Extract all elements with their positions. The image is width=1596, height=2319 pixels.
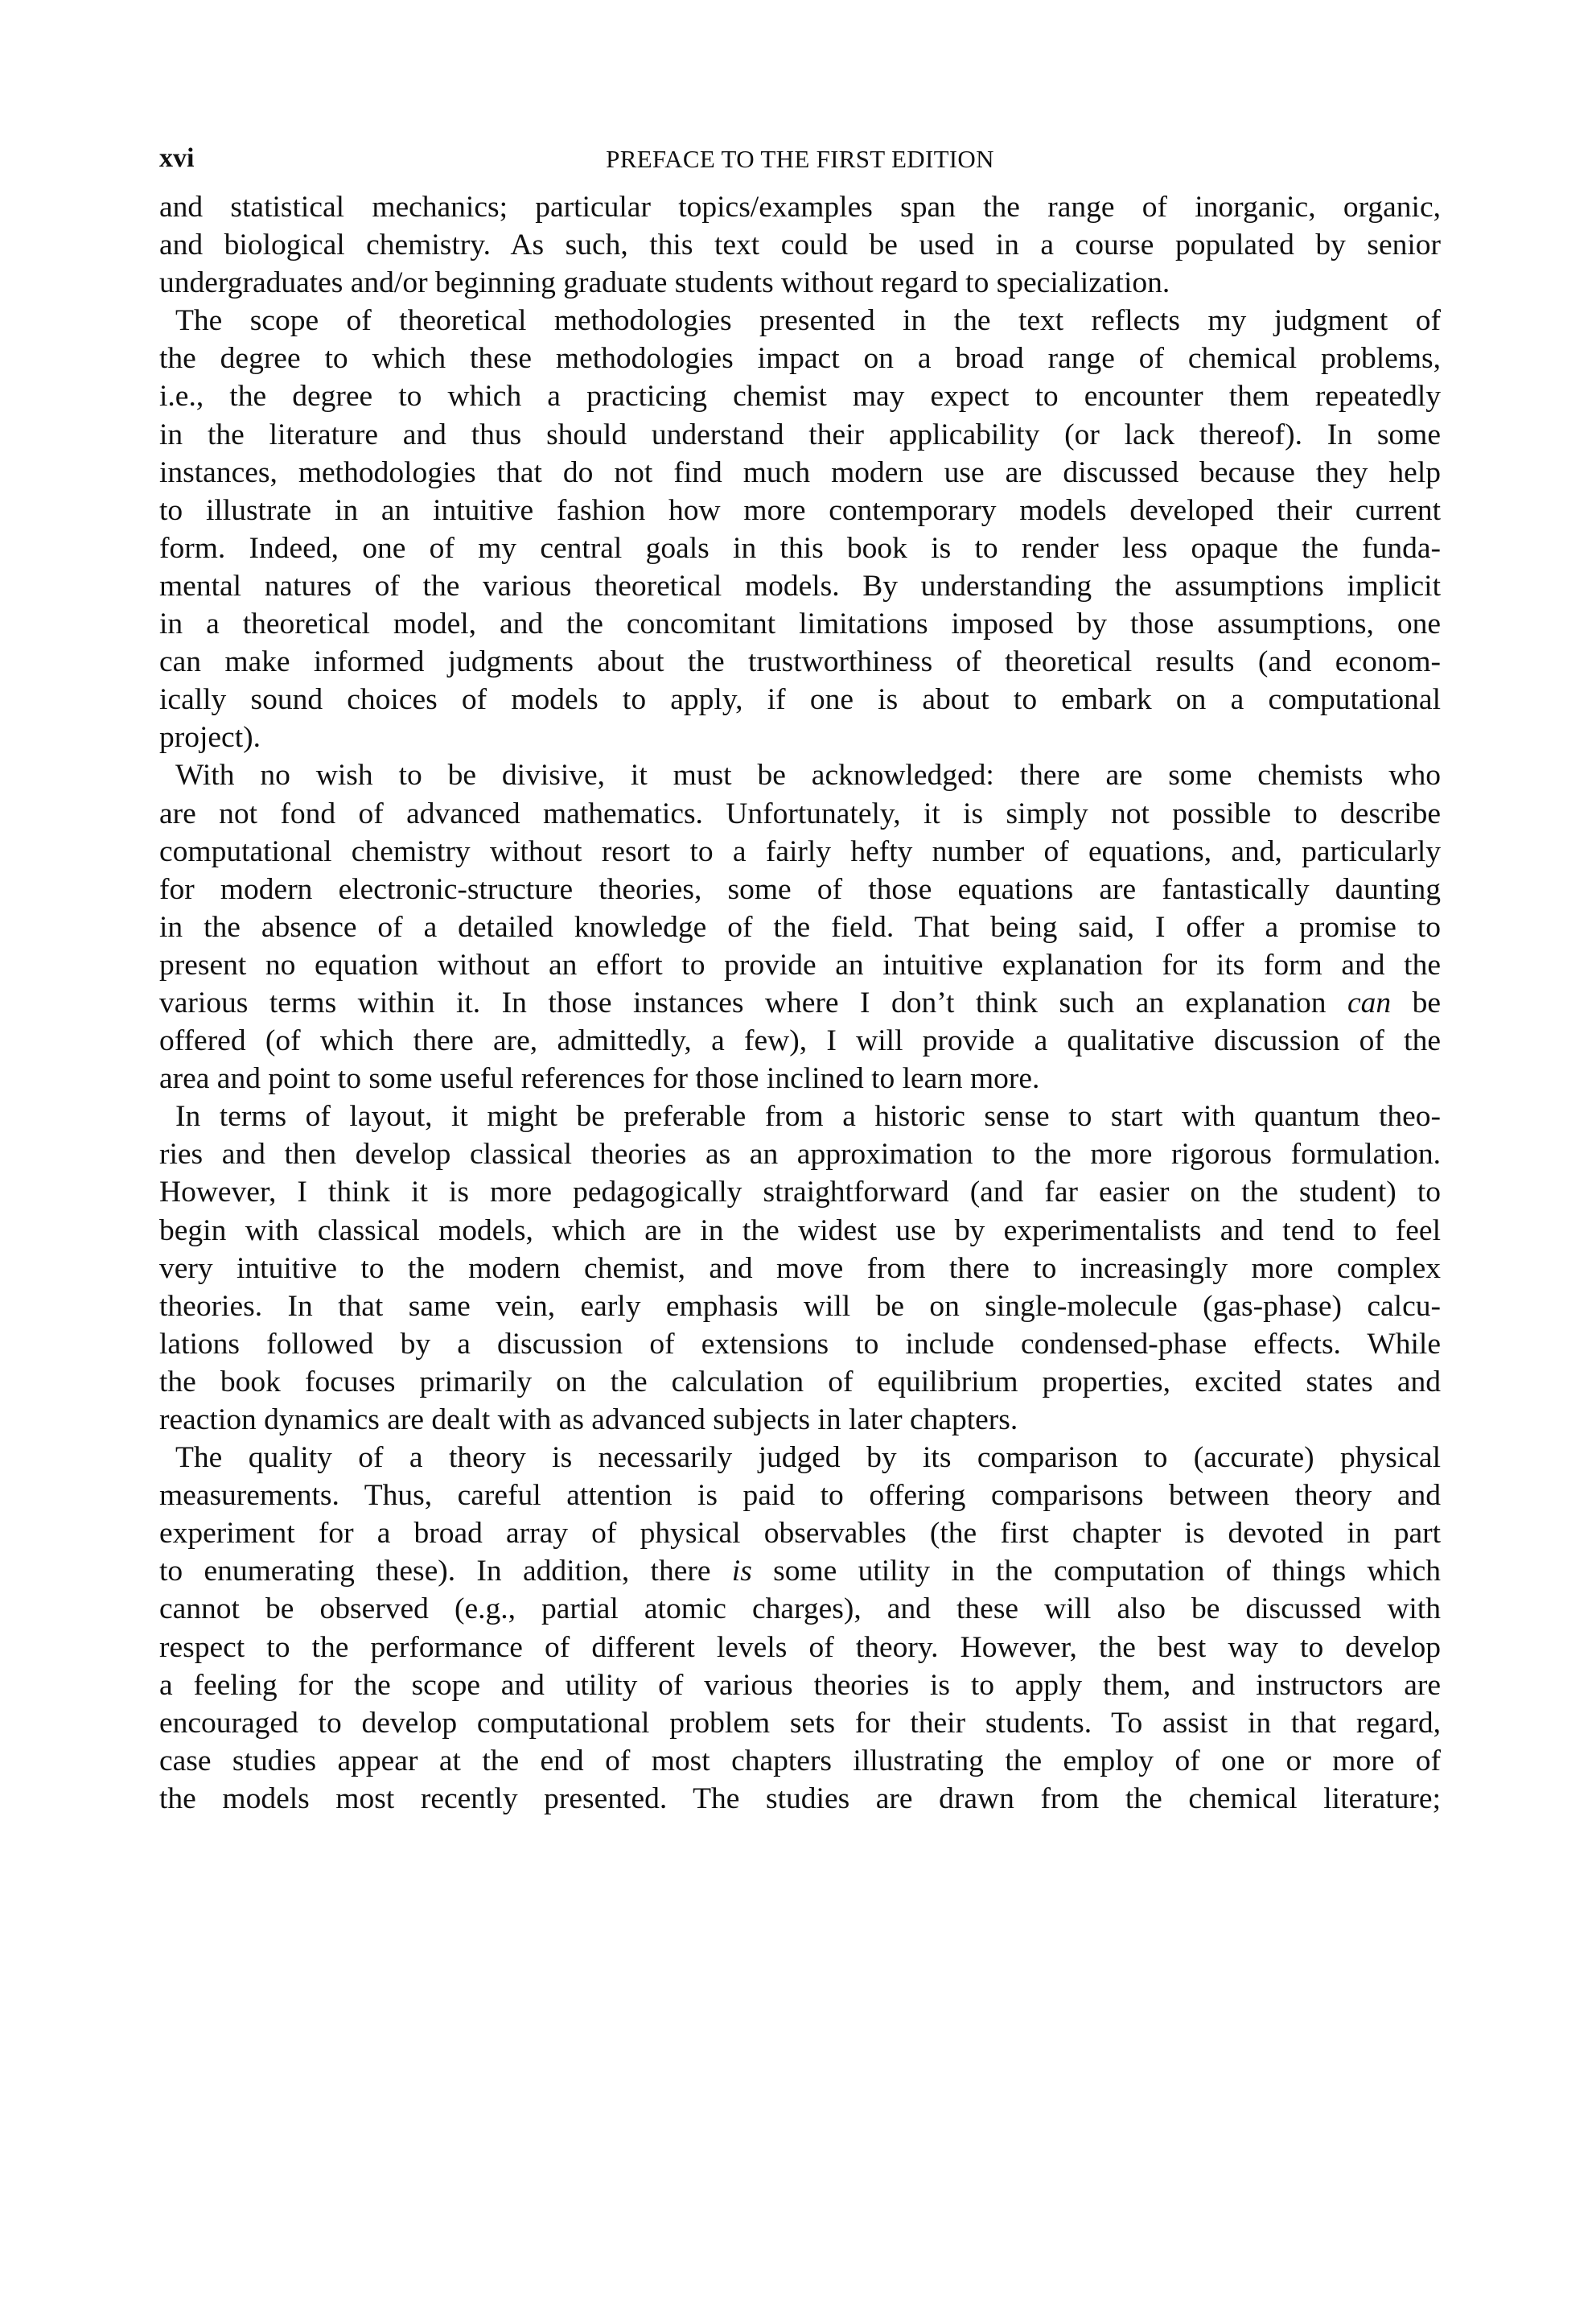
body-text — [159, 188, 1441, 1818]
page-number: xvi — [159, 143, 195, 173]
text-segment: to enumerating these). In addition, there — [159, 1555, 732, 1588]
text-line: In terms of layout, it might be preferable from a historic sense to start with quantum theo- — [175, 1100, 1441, 1134]
text-line: mental natures of the various theoretical models. By understanding the assumptions implicit — [159, 569, 1441, 603]
text-line: respect to the performance of different levels of theory. However, the best way to develop — [159, 1630, 1441, 1664]
text-line: lations followed by a discussion of extensions to include condensed-phase effects. While — [159, 1327, 1441, 1361]
text-line: experiment for a broad array of physical observables (the first chapter is devoted in part — [159, 1517, 1441, 1551]
italic-emphasis: can — [1347, 986, 1392, 1019]
text-segment: some utility in the computation of things which — [751, 1555, 1441, 1588]
text-line: measurements. Thus, careful attention is paid to offering comparisons between theory and — [159, 1479, 1441, 1513]
text-line: a feeling for the scope and utility of various theories is to apply them, and instructors are — [159, 1668, 1441, 1702]
text-line: ically sound choices of models to apply, if one is about to embark on a computational — [159, 683, 1441, 717]
paragraph — [159, 1439, 1441, 1818]
text-line: the degree to which these methodologies impact on a broad range of chemical problems, — [159, 342, 1441, 376]
text-line: reaction dynamics are dealt with as advanced subjects in later chapters. — [159, 1403, 1018, 1436]
text-line: to illustrate in an intuitive fashion how more contemporary models developed their current — [159, 493, 1441, 527]
paragraph — [159, 1098, 1441, 1439]
italic-emphasis: is — [731, 1555, 752, 1588]
text-line: With no wish to be divisive, it must be acknowledged: there are some chemists who — [175, 759, 1441, 793]
text-line: very intuitive to the modern chemist, and move from there to increasingly more complex — [159, 1251, 1441, 1285]
text-line: computational chemistry without resort to a fairly hefty number of equations, and, particularly — [159, 834, 1441, 868]
text-line: present no equation without an effort to provide an intuitive explanation for its form and the — [159, 948, 1441, 982]
text-line: cannot be observed (e.g., partial atomic charges), and these will also be discussed with — [159, 1592, 1441, 1626]
text-line: for modern electronic-structure theories, some of those equations are fantastically daunting — [159, 872, 1441, 906]
text-line: The quality of a theory is necessarily judged by its comparison to (accurate) physical — [175, 1441, 1441, 1475]
text-line: The scope of theoretical methodologies presented in the text reflects my judgment of — [175, 304, 1441, 338]
text-line: in a theoretical model, and the concomitant limitations imposed by those assumptions, one — [159, 608, 1441, 641]
text-line: and biological chemistry. As such, this text could be used in a course populated by senior — [159, 229, 1441, 262]
text-segment: various terms within it. In those instances where I don’t think such an explanation — [159, 986, 1347, 1019]
running-head-title: PREFACE TO THE FIRST EDITION — [606, 145, 994, 173]
text-line: case studies appear at the end of most chapters illustrating the employ of one or more of — [159, 1744, 1441, 1777]
text-line: project). — [159, 721, 261, 755]
text-line: undergraduates and/or beginning graduate students without regard to specialization. — [159, 266, 1170, 300]
text-line: and statistical mechanics; particular topics/examples span the range of inorganic, organic, — [159, 191, 1441, 224]
text-line: the book focuses primarily on the calculation of equilibrium properties, excited states and — [159, 1365, 1441, 1398]
paragraph — [159, 756, 1441, 1098]
text-line: i.e., the degree to which a practicing chemist may expect to encounter them repeatedly — [159, 380, 1441, 414]
text-line: However, I think it is more pedagogically straightforward (and far easier on the student) to — [159, 1176, 1441, 1209]
text-line: area and point to some useful references for those inclined to learn more. — [159, 1062, 1040, 1096]
running-header — [159, 143, 1441, 182]
text-segment: be — [1391, 986, 1441, 1019]
text-line — [159, 984, 1441, 1022]
text-line — [159, 1552, 1441, 1590]
text-line: offered (of which there are, admittedly, a few), I will provide a qualitative discussion of the — [159, 1024, 1441, 1058]
text-line: can make informed judgments about the trustworthiness of theoretical results (and econom- — [159, 645, 1441, 679]
text-line: form. Indeed, one of my central goals in this book is to render less opaque the funda- — [159, 531, 1441, 565]
text-line: instances, methodologies that do not find much modern use are discussed because they help — [159, 455, 1441, 489]
paragraph — [159, 302, 1441, 756]
text-line: theories. In that same vein, early emphasis will be on single-molecule (gas-phase) calcu- — [159, 1289, 1441, 1323]
text-line: encouraged to develop computational problem sets for their students. To assist in that regard, — [159, 1706, 1441, 1740]
text-line: in the literature and thus should understand their applicability (or lack thereof). In some — [159, 418, 1441, 451]
text-line: in the absence of a detailed knowledge of the field. That being said, I offer a promise to — [159, 910, 1441, 944]
text-line: begin with classical models, which are in the widest use by experimentalists and tend to feel — [159, 1213, 1441, 1247]
text-line: ries and then develop classical theories as an approximation to the more rigorous formulation. — [159, 1138, 1441, 1172]
text-line: are not fond of advanced mathematics. Unfortunately, it is simply not possible to describe — [159, 797, 1441, 830]
paragraph — [159, 188, 1441, 302]
text-line: the models most recently presented. The studies are drawn from the chemical literature; — [159, 1781, 1441, 1815]
